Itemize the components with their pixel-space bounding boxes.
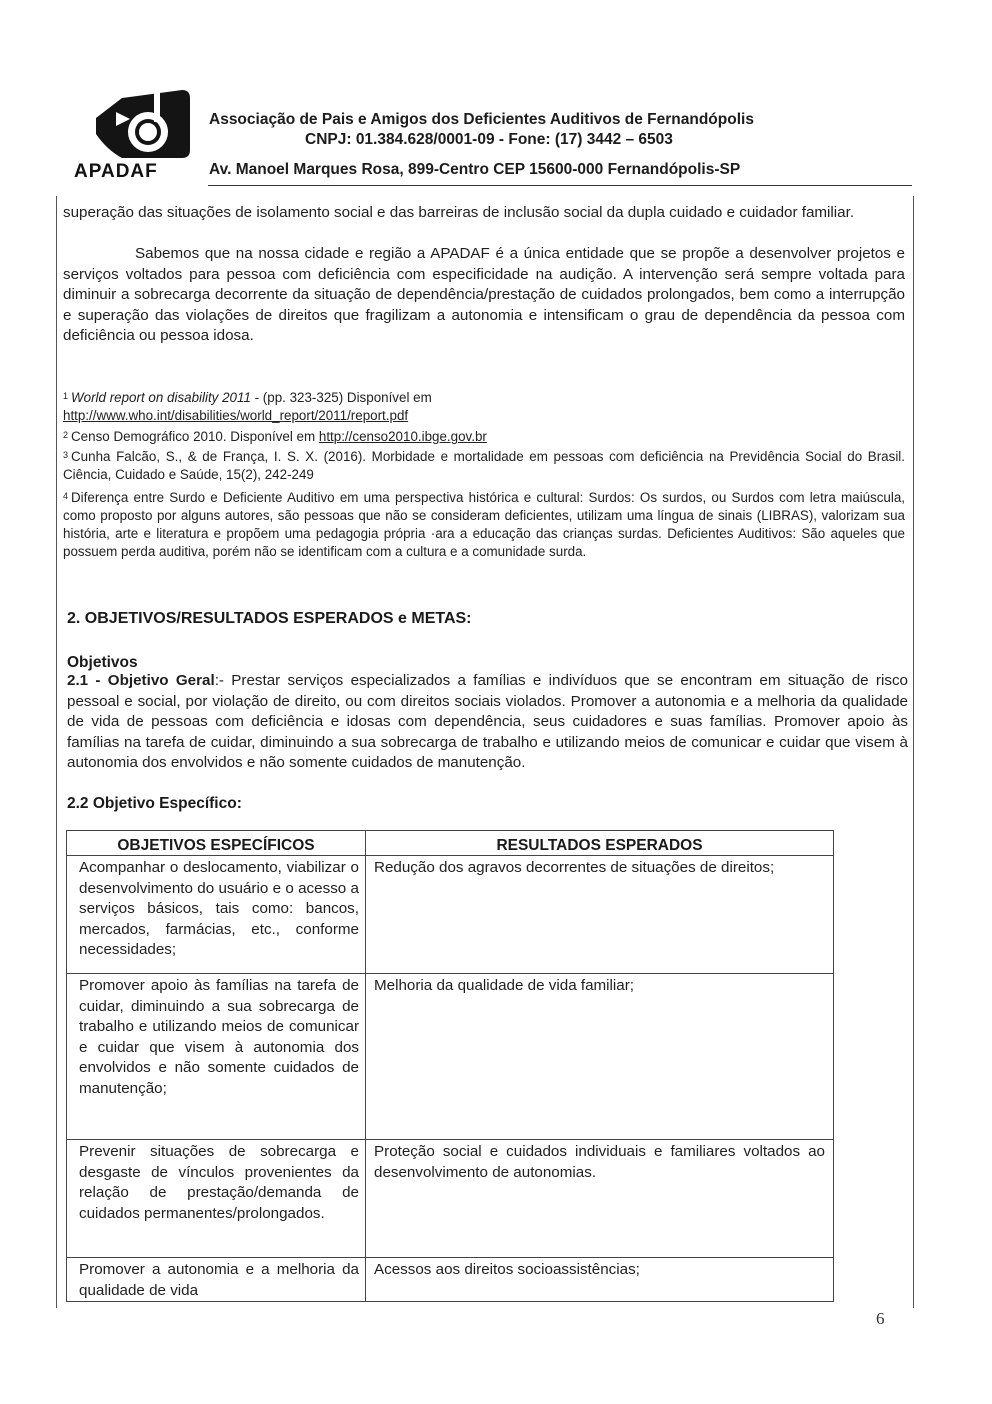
footnote-number: 4 xyxy=(63,491,69,501)
apadaf-logo xyxy=(74,88,214,183)
section-heading: 2. OBJETIVOS/RESULTADOS ESPERADOS e METAS: xyxy=(67,610,472,627)
footnote-1 xyxy=(63,389,905,425)
objetivo-cell: Promover apoio às famílias na tarefa de cuidar, diminuindo a sua sobrecarga de trabalho e utilizando meios de comunicar e cuidar que visem à autonomia dos envolvidos e não somente cuidados de manutenção; xyxy=(67,974,366,1140)
footnote-4 xyxy=(63,489,905,561)
logo-text: APADAF xyxy=(74,161,158,182)
ear-logo-icon xyxy=(82,88,192,160)
page-number: 6 xyxy=(876,1309,885,1328)
table-row xyxy=(67,1258,834,1302)
footnote-text: Censo Demográfico 2010. Disponível em xyxy=(71,429,319,444)
objetivo-geral-text: :- Prestar serviços especializados a famílias e indivíduos que se encontram em situação de risco pessoal e social, por violação de direito, ou com direitos sociais violados. Promover a autonomia e a melhoria da qualidade de vida de pessoas com deficiência e idosas com dependência, seus cuidadores e suas famílias. Promover apoio às famílias na tarefa de cuidar, diminuindo a sua sobrecarga de trabalho e utilizando meios de comunicar e cuidar que visem à autonomia dos envolvidos e não somente cuidados de manutenção. xyxy=(67,672,908,771)
paragraph-2: Sabemos que na nossa cidade e região a APADAF é a única entidade que se propõe a desenvolver projetos e serviços voltados para pessoa com deficiência com especificidade na audição. A intervenção será sempre voltada para diminuir a sobrecarga decorrente da situação de dependência/prestação de cuidados prolongados, bem como a interrupção e superação das violações de direitos que fragilizam a autonomia e intensificam o grau de dependência da pessoa com deficiência ou pessoa idosa. xyxy=(63,245,905,344)
resultado-cell: Redução dos agravos decorrentes de situações de direitos; xyxy=(366,856,834,974)
objetivo-especifico-label: 2.2 Objetivo Específico: xyxy=(67,795,242,812)
table-header-row xyxy=(67,831,834,856)
resultado-cell: Acessos aos direitos socioassistências; xyxy=(366,1258,834,1302)
org-address: Av. Manoel Marques Rosa, 899-Centro CEP 15600-000 Fernandópolis-SP xyxy=(209,161,741,178)
paragraph-1: superação das situações de isolamento social e das barreiras de inclusão social da dupla cuidado e cuidador familiar. xyxy=(63,204,855,221)
objetivo-geral-paragraph xyxy=(67,671,908,774)
table-row xyxy=(67,856,834,974)
resultado-cell: Proteção social e cuidados individuais e familiares voltados ao desenvolvimento de autonomias. xyxy=(366,1140,834,1258)
footnote-number: 3 xyxy=(63,450,69,460)
footnote-text: Diferença entre Surdo e Deficiente Auditivo em uma perspectiva histórica e cultural: Surdos: Os surdos, ou Surdos com letra maiúscula, como proposto por alguns autores, são pessoas que não se consideram deficientes, utilizam uma língua de sinais (LIBRAS), valorizam sua história, arte e literatura e propõem uma pedagogia própria ·ara a educação das crianças surdas. Deficientes Auditivos: São aqueles que possuem perda auditiva, porém não se identificam com a cultura e a comunidade surda. xyxy=(63,490,905,559)
cnpj-phone: CNPJ: 01.384.628/0001-09 - Fone: (17) 3442 – 6503 xyxy=(305,131,673,148)
table-row xyxy=(67,1140,834,1258)
col-header-objetivos: OBJETIVOS ESPECÍFICOS xyxy=(67,831,366,856)
org-name: Associação de Pais e Amigos dos Deficientes Auditivos de Fernandópolis xyxy=(209,111,754,128)
footnote-number: 1 xyxy=(63,391,69,401)
footnote-link[interactable]: http://censo2010.ibge.gov.br xyxy=(318,429,487,444)
footnote-link[interactable]: http://www.who.int/disabilities/world_report/2011/report.pdf xyxy=(63,408,409,423)
header-divider xyxy=(208,185,912,186)
objetivo-cell: Prevenir situações de sobrecarga e desgaste de vínculos provenientes da relação de prestação/demanda de cuidados permanentes/prolongados. xyxy=(67,1140,366,1258)
footnote-text: - (pp. 323-325) Disponível em xyxy=(250,390,432,405)
col-header-resultados: RESULTADOS ESPERADOS xyxy=(366,831,834,856)
footnote-3 xyxy=(63,448,905,484)
footnote-title: World report on disability 2011 xyxy=(71,390,251,405)
objetivo-cell: Promover a autonomia e a melhoria da qualidade de vida xyxy=(67,1258,366,1302)
footnote-number: 2 xyxy=(63,430,69,440)
footnote-2 xyxy=(63,428,905,446)
table-row xyxy=(67,974,834,1140)
objetivo-cell: Acompanhar o deslocamento, viabilizar o desenvolvimento do usuário e o acesso a serviços básicos, tais como: bancos, mercados, farmácias, etc., conforme necessidades; xyxy=(67,856,366,974)
objetivos-label: Objetivos xyxy=(67,654,138,671)
objetivo-geral-label: 2.1 - Objetivo Geral xyxy=(67,672,215,689)
resultado-cell: Melhoria da qualidade de vida familiar; xyxy=(366,974,834,1140)
objectives-table xyxy=(66,830,834,1302)
footnote-text: Cunha Falcão, S., & de França, I. S. X. (2016). Morbidade e mortalidade em pessoas com deficiência na Previdência Social do Brasil. Ciência, Cuidado e Saúde, 15(2), 242-249 xyxy=(63,449,905,482)
